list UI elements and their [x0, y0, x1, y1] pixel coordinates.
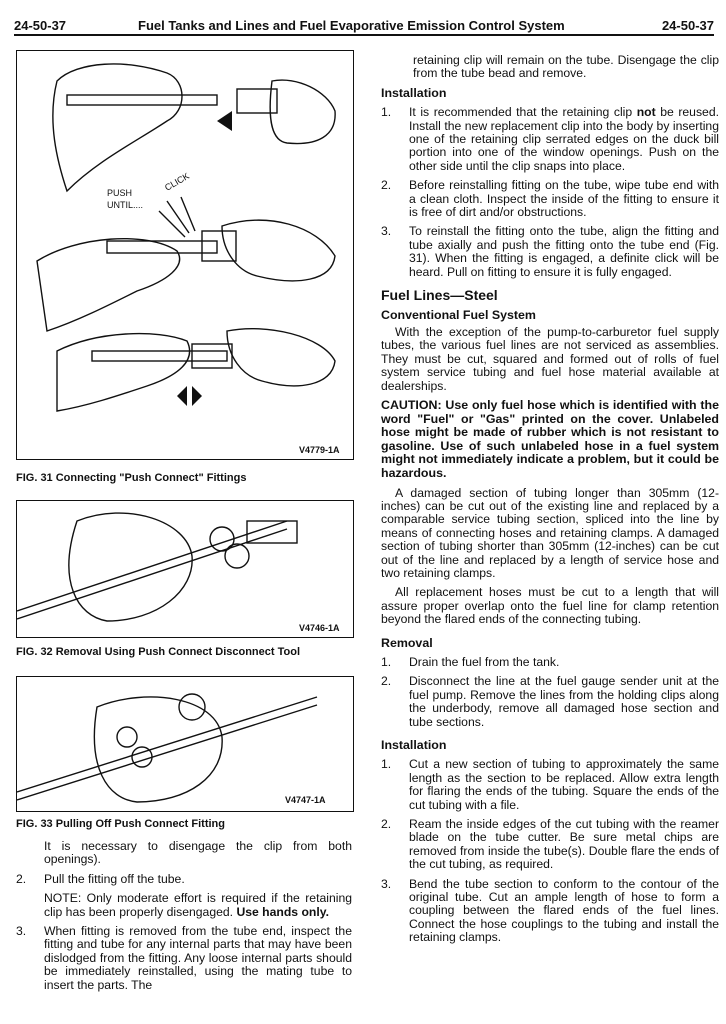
figure-32-code: V4746-1A	[299, 623, 340, 633]
paragraph: With the exception of the pump-to-carburetor fuel supply tubes, the various fuel lines are not serviced as assemblies. They must be cut, squared and formed out of rolls of fuel system service tubing and fuel hose material available at dealerships.	[381, 324, 719, 393]
tube-illustration	[107, 241, 217, 253]
continued-step	[16, 840, 352, 867]
step-emphasis: not	[636, 105, 656, 120]
label-push: PUSH	[107, 188, 133, 198]
hand-illustration	[227, 329, 335, 386]
disconnect-tool-illustration	[210, 527, 234, 551]
step-number: 3.	[16, 924, 27, 939]
tube-illustration	[17, 697, 317, 792]
installation-heading-2: Installation	[381, 738, 447, 752]
install2-step-1	[381, 758, 719, 812]
figure-32-illustration	[17, 501, 353, 637]
figure-31-code: V4779-1A	[299, 445, 340, 455]
removal-step-2	[16, 873, 352, 886]
click-indicator	[159, 197, 195, 237]
conventional-heading: Conventional Fuel System	[381, 307, 536, 322]
header-title: Fuel Tanks and Lines and Fuel Evaporative Emission Control System	[138, 18, 565, 33]
install-step-3	[381, 225, 719, 279]
step-number: 2.	[381, 817, 392, 832]
step-text: Disconnect the line at the fuel gauge sender unit at the fuel pump. Remove the lines from the holding clips along the underbody, remove all damaged hose section and tube sections.	[409, 674, 719, 729]
right-column-text	[381, 54, 719, 945]
continued-text: retaining clip will remain on the tube. Disengage the clip from the tube bead and remove.	[413, 53, 719, 81]
step-text: Ream the inside edges of the cut tubing with the reamer blade on the tube cutter. Be sure metal chips are removed from inside the tube(s). Double flare the ends of the cut tubing, as required.	[409, 817, 719, 872]
disconnect-tool-illustration	[225, 544, 249, 568]
step-number: 2.	[381, 178, 392, 193]
removal-heading: Removal	[381, 635, 433, 650]
figure-33	[16, 676, 354, 812]
label-click: CLICK	[163, 170, 191, 193]
install2-step-2	[381, 818, 719, 872]
header-page-number-right: 24-50-37	[661, 18, 714, 33]
figure-33-illustration	[17, 677, 353, 811]
step-text: When fitting is removed from the tube end, inspect the fitting and tube for any internal parts that may have been dislodged from the fitting. Any loose internal parts should be immediately reinstalled, using the mating tube to insert the parts. The	[44, 924, 352, 992]
step-number: 1.	[381, 105, 392, 120]
left-column-text	[16, 840, 352, 992]
paragraph: A damaged section of tubing longer than 305mm (12-inches) can be cut out of the existing line and replaced by a comparable service tubing section, spliced into the line by means of connecting hoses and retaining clamps. A damaged section of tubing shorter than 305mm (12-inches) can be cut out of the line and replaced by a length of service hose and two retaining clamps.	[381, 485, 719, 580]
tube-illustration	[92, 351, 227, 361]
note-text: NOTE: Only moderate effort is required if the retaining clip has been properly disengaged.	[44, 891, 352, 919]
label-until: UNTIL....	[107, 200, 144, 210]
step-text: Drain the fuel from the tank.	[409, 654, 560, 669]
install-step-2	[381, 179, 719, 219]
figure-33-caption: FIG. 33 Pulling Off Push Connect Fitting	[16, 818, 225, 830]
install-step-1	[381, 106, 719, 173]
hand-illustration	[222, 220, 335, 281]
step-number: 3.	[381, 876, 392, 891]
step-number: 3.	[381, 224, 392, 239]
note	[16, 892, 352, 919]
figure-31-illustration	[17, 51, 353, 459]
removal-step-3	[16, 925, 352, 992]
fuel-lines-heading: Fuel Lines—Steel	[381, 287, 498, 304]
step-text: To reinstall the fitting onto the tube, align the fitting and tube axially and push the fitting onto the tube end (Fig. 31). When the fitting is engaged, a definite click will be heard. Pull on fitting to ensure it is fully engaged.	[409, 224, 719, 279]
step-text: Before reinstalling fitting on the tube, wipe tube end with a clean cloth. Inspect the inside of the fitting to ensure it is free of dirt and/or obstructions.	[409, 178, 719, 220]
clip-illustration	[117, 727, 137, 747]
note-emphasis: Use hands only.	[236, 904, 329, 919]
installation-heading: Installation	[381, 85, 447, 100]
step-text: It is recommended that the retaining clip	[409, 105, 633, 120]
figure-31	[16, 50, 354, 460]
tube-illustration	[67, 95, 217, 105]
figure-32	[16, 500, 354, 638]
step-number: 1.	[381, 757, 392, 772]
hand-illustration	[53, 64, 182, 191]
fitting-illustration	[179, 694, 205, 720]
step-number: 2.	[16, 871, 27, 886]
figure-32-caption: FIG. 32 Removal Using Push Connect Disconnect Tool	[16, 646, 301, 658]
caution-text: CAUTION: Use only fuel hose which is identified with the word "Fuel" or "Gas" printed on the cover. Unlabeled hose might be made of rubber which is not resistant to gasoline. Use of such unlabeled hose in a fuel system might not immediately indicate a problem, but it could be hazardous.	[381, 397, 719, 480]
removal-step-1	[381, 656, 719, 669]
paragraph: All replacement hoses must be cut to a length that will assure proper overlap onto the fuel line for clamp retention beyond the flared ends of the connecting tubing.	[381, 585, 719, 627]
removal-step-2	[381, 675, 719, 729]
hand-illustration	[270, 80, 335, 143]
continued-text: It is necessary to disengage the clip from both openings).	[44, 839, 352, 867]
step-text: Pull the fitting off the tube.	[44, 871, 185, 886]
header-page-number-left: 24-50-37	[14, 18, 67, 33]
tube-illustration	[17, 705, 317, 800]
direction-arrow-icon	[217, 111, 232, 131]
step-number: 1.	[381, 654, 392, 669]
figure-33-code: V4747-1A	[285, 795, 326, 805]
hand-illustration	[57, 334, 190, 411]
page-header	[14, 4, 714, 36]
double-arrow-icon	[177, 386, 202, 406]
step-number: 2.	[381, 674, 392, 689]
fitting-illustration	[192, 344, 232, 368]
install2-step-3	[381, 878, 719, 945]
step-text: Cut a new section of tubing to approximately the same length as the section to be replaced. Allow extra length for flaring the ends of the tubing. Square the ends of the cut tubing with a file.	[409, 757, 719, 812]
step-text: be reused. Install the new replacement clip into the body by inserting one of the retaining clip serrated edges on the duck bill portion into one of the window openings. Push on the other side until the clip snaps into place.	[409, 105, 720, 173]
step-text: Bend the tube section to conform to the contour of the original tube. Cut an ample length of hose to form a coupling between the flared ends of the fuel lines. Connect the hose couplings to the tubing and install the retaining clamps.	[409, 876, 719, 945]
figure-31-caption: FIG. 31 Connecting "Push Connect" Fittings	[16, 472, 247, 484]
clip-illustration	[132, 747, 152, 767]
